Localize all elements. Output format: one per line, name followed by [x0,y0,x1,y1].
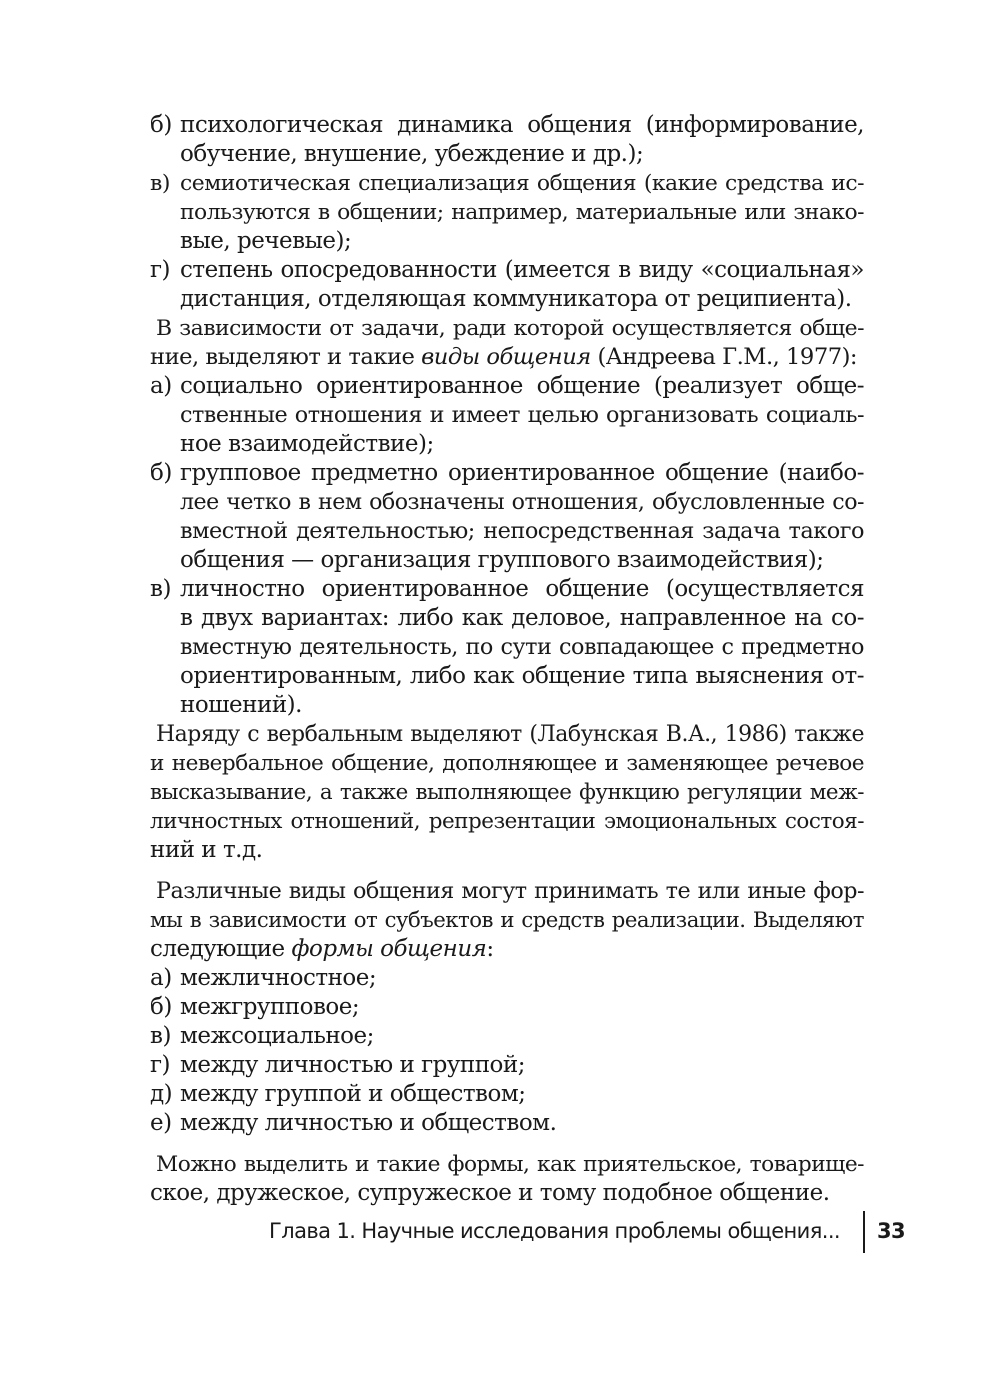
line-text: личностно ориентированное общение (осуществляется [180,576,864,602]
line-text: следующие формы общения: [150,936,494,962]
text-line [150,1150,864,1179]
text-line [150,169,864,198]
line-text: ственные отношения и имеет целью организовать социаль- [180,402,864,428]
list-marker: г) [150,257,171,283]
line-text: межличностное; [180,965,377,991]
line-text: ношений). [180,692,302,718]
page-number: 33 [877,1219,906,1243]
text-line [150,993,864,1022]
line-text: между группой и обществом; [180,1081,526,1107]
line-text: социально ориентированное общение (реализует обще- [180,373,864,399]
line-text: ний и т.д. [150,837,263,863]
line-text: степень опосредованности (имеется в виду «социальная» [180,257,864,283]
line-text: ское, дружеское, супружеское и тому подобное общение. [150,1180,830,1206]
list-marker: б) [150,994,172,1020]
line-text: психологическая динамика общения (информирование, [180,112,864,138]
list-marker: в) [150,171,170,196]
line-text: между личностью и группой; [180,1052,525,1078]
line-text: личностных отношений, репрезентации эмоциональных состоя- [150,809,864,834]
text-line [150,691,864,720]
text-line [150,836,864,865]
line-text: межгрупповое; [180,994,360,1020]
list-marker: б) [150,112,172,138]
text-line [150,633,864,662]
text-line [150,807,864,836]
line-text: ориентированным, либо как общение типа выяснения от- [180,663,864,689]
line-text: Можно выделить и такие формы, как приятельское, товарище- [156,1152,864,1177]
text-line [150,1179,864,1208]
text-line [150,140,864,169]
line-text: групповое предметно ориентированное общение (наибо- [180,460,864,486]
text-line [150,1051,864,1080]
running-head: Глава 1. Научные исследования проблемы общения... [269,1219,840,1243]
text-line [150,877,864,906]
list-marker: б) [150,460,172,486]
text-line [150,430,864,459]
text-line [150,964,864,993]
italic-term: формы общения [291,936,487,962]
text-line [150,778,864,807]
list-marker: в) [150,1023,171,1049]
line-text: высказывание, а также выполняющее функцию регуляции меж- [150,780,864,805]
list-marker: е) [150,1110,172,1136]
line-text: ние, выделяют и такие виды общения (Андреева Г.М., 1977): [150,344,858,370]
line-text: Наряду с вербальным выделяют (Лабунская В.А., 1986) также [156,722,864,747]
line-text: вместной деятельностью; непосредственная задача такого [180,518,864,544]
text-line [150,546,864,575]
list-marker: а) [150,373,172,399]
text-line [150,459,864,488]
text-line [150,720,864,749]
page-body-text [150,111,864,1208]
text-line [150,285,864,314]
line-text: межсоциальное; [180,1023,374,1049]
text-line [150,111,864,140]
text-line [150,1080,864,1109]
list-marker: а) [150,965,172,991]
list-marker: г) [150,1052,171,1078]
line-text: между личностью и обществом. [180,1110,557,1136]
text-line [150,488,864,517]
line-text: общения — организация группового взаимодействия); [180,547,824,573]
list-marker: д) [150,1081,173,1107]
line-text: вые, речевые); [180,228,352,254]
line-text: пользуются в общении; например, материальные или знако- [180,200,864,225]
text-line [150,1109,864,1138]
footer-divider [863,1211,865,1253]
text-line [150,343,864,372]
line-text: ное взаимодействие); [180,431,434,457]
line-text: в двух вариантах: либо как деловое, направленное на со- [180,605,864,631]
text-line [150,198,864,227]
line-text: дистанция, отделяющая коммуникатора от реципиента). [180,286,852,312]
text-line [150,401,864,430]
line-text: вместную деятельность, по сути совпадающее с предметно [180,634,864,660]
text-line [150,256,864,285]
italic-term: виды общения [421,344,591,370]
text-line [150,227,864,256]
text-line [150,1022,864,1051]
line-text: лее четко в нем обозначены отношения, обусловленные со- [180,489,864,515]
list-marker: в) [150,576,171,602]
line-text: мы в зависимости от субъектов и средств реализации. Выделяют [150,908,864,933]
text-line [150,314,864,343]
line-text: обучение, внушение, убеждение и др.); [180,141,644,167]
line-text: семиотическая специализация общения (какие средства ис- [180,171,864,196]
page-footer [269,1211,906,1253]
text-line [150,604,864,633]
text-line [150,517,864,546]
text-line [150,662,864,691]
text-line [150,906,864,935]
text-line [150,935,864,964]
line-text: В зависимости от задачи, ради которой осуществляется обще- [156,316,864,341]
text-line [150,372,864,401]
line-text: и невербальное общение, дополняющее и заменяющее речевое [150,751,864,776]
line-text: Различные виды общения могут принимать те или иные фор- [156,878,864,904]
text-line [150,749,864,778]
text-line [150,575,864,604]
